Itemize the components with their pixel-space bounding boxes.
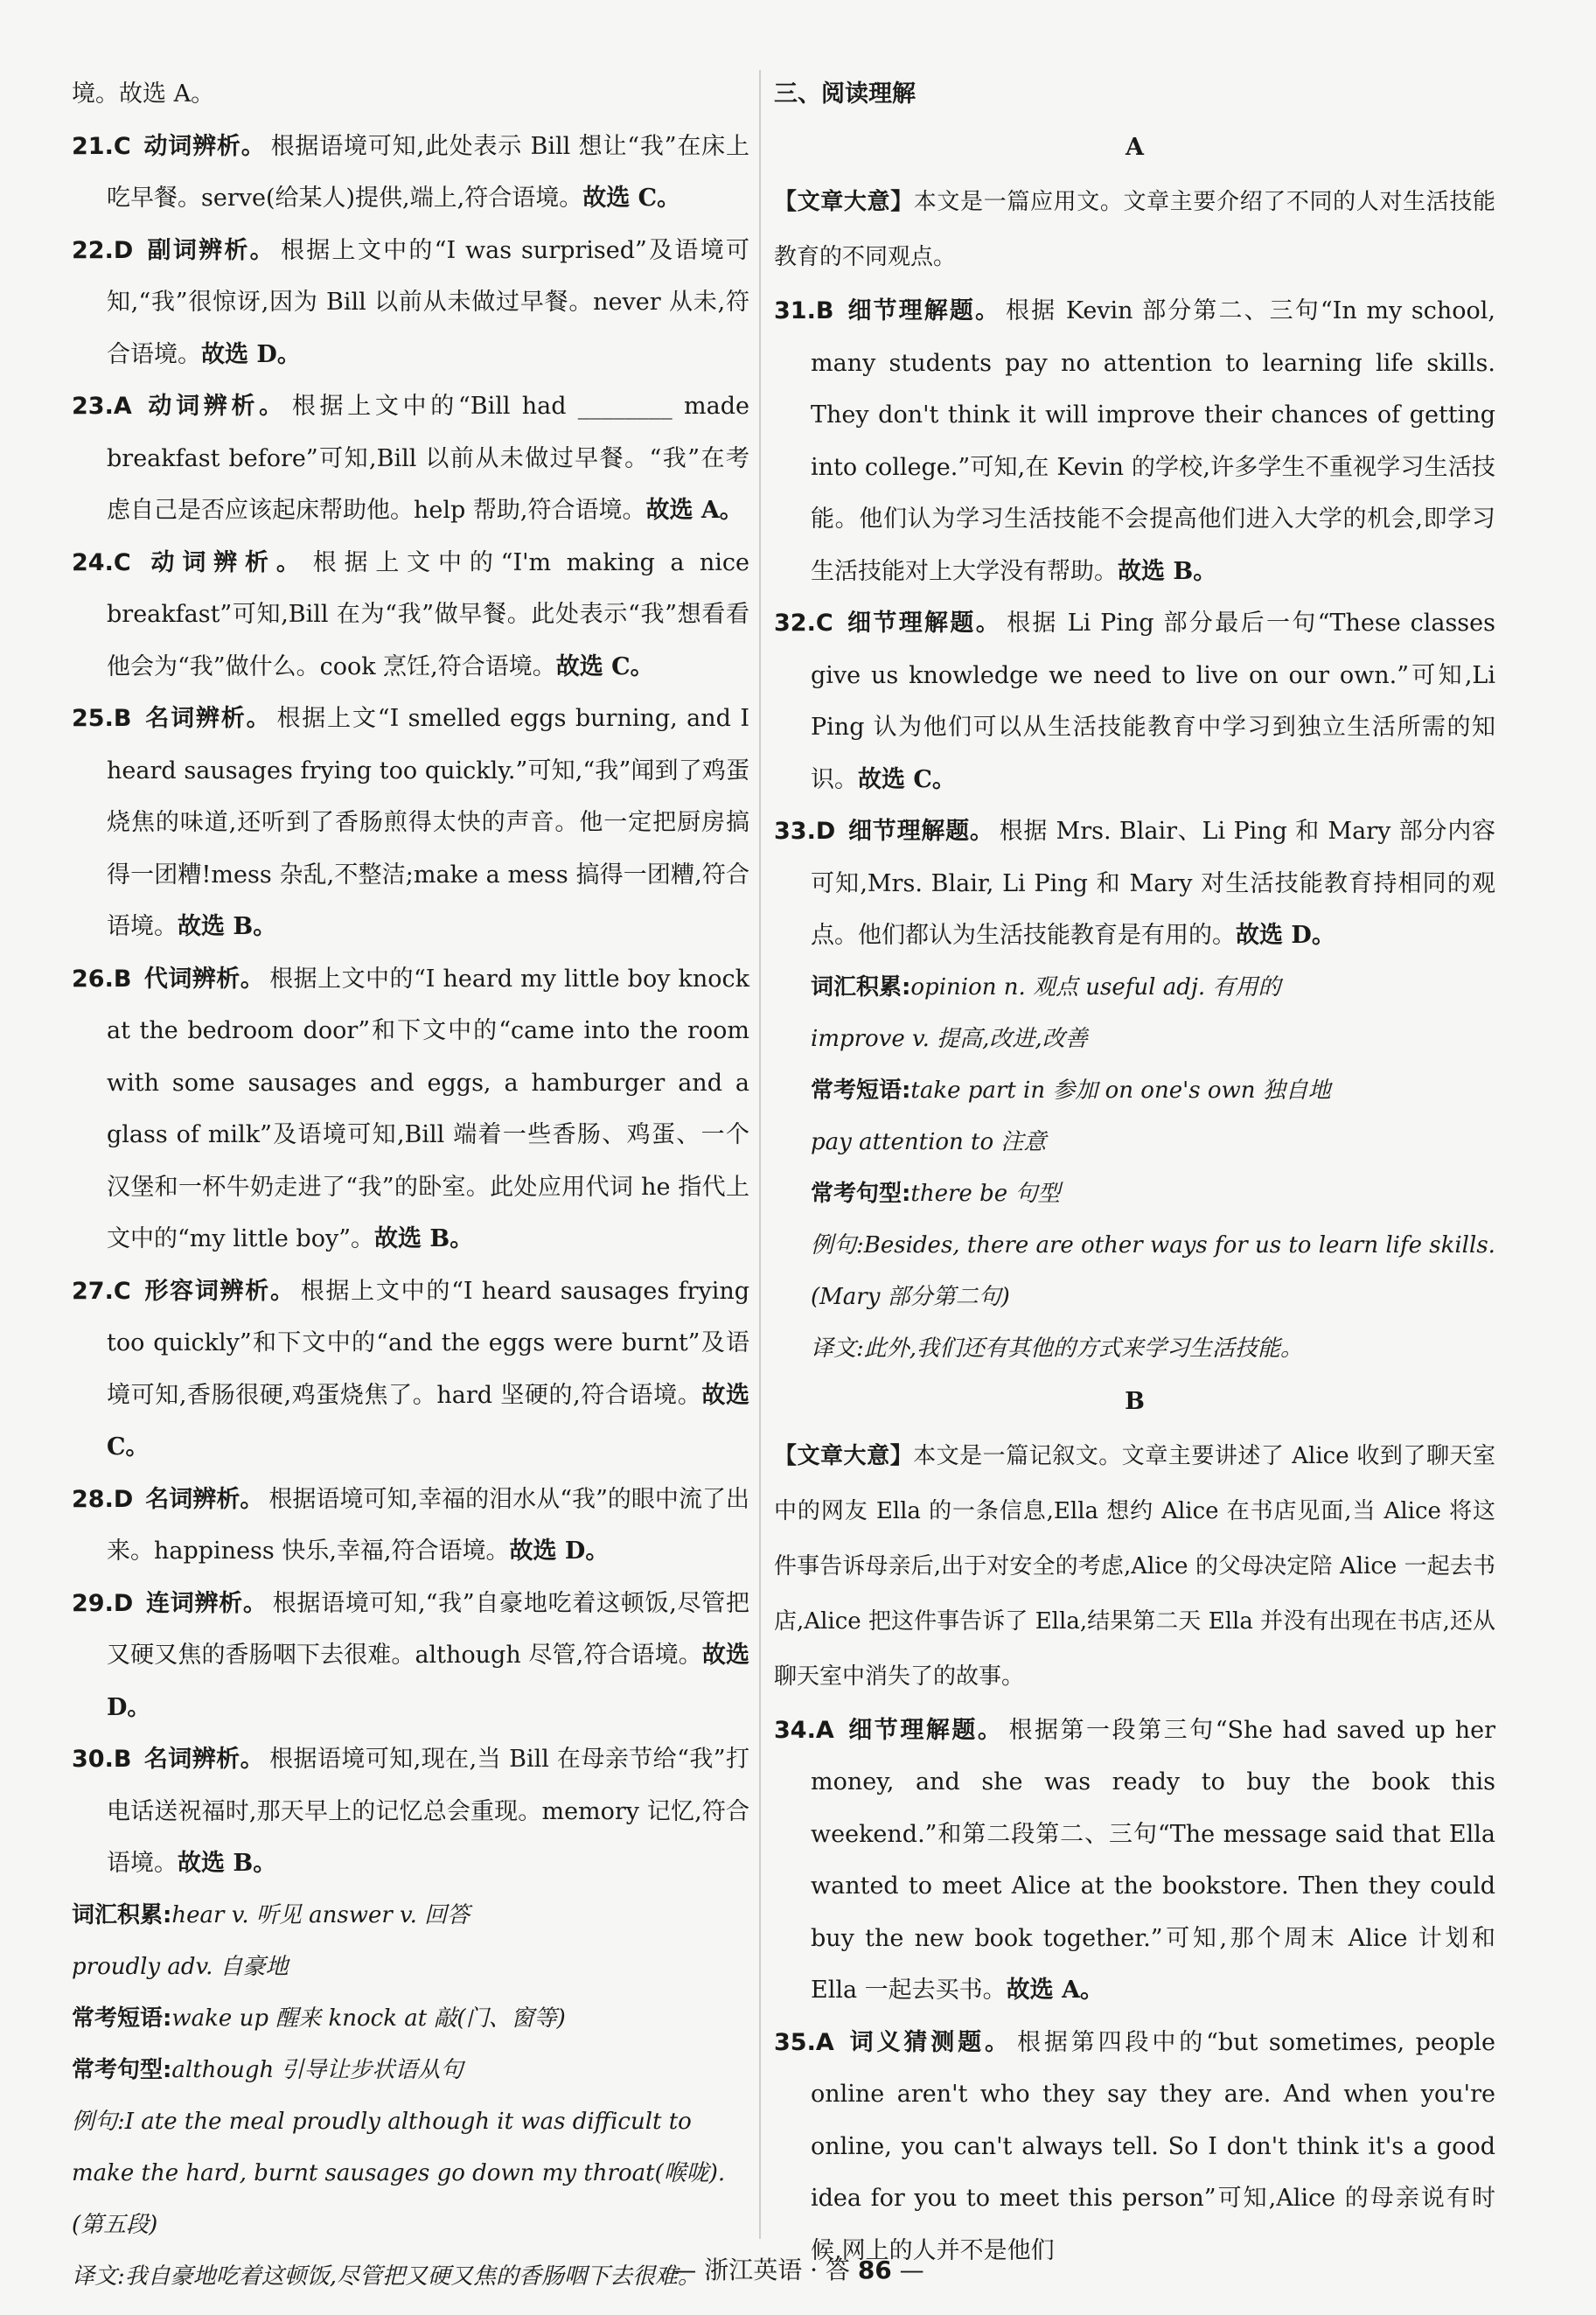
answer-choice: 故选 A。 (645, 497, 743, 524)
answer-item (774, 2017, 1495, 2277)
answer-type: 词义猜测题。 (846, 2028, 1012, 2056)
note-line (72, 2045, 749, 2096)
answer-number: 27.C (72, 1277, 131, 1305)
note-text: take part in 参加 on one's own 独自地 (910, 1077, 1331, 1104)
note-line (811, 1065, 1495, 1117)
answer-item (774, 285, 1495, 597)
answer-choice: 故选 B。 (178, 913, 277, 940)
answer-explanation: 根据上文“I smelled eggs burning, and I heard sausages frying too quickly.”可知,“我”闻到了鸡蛋烧焦的味道,还听到了香肠煎得太快的声音。他一定把厨房搞得一团糟!mess 杂乱,不整洁;make a mess 搞得一团糟,符合语境。 (107, 705, 749, 940)
answer-number: 26.B (72, 965, 132, 993)
answer-item (72, 1578, 749, 1734)
answer-type: 细节理解题。 (847, 818, 994, 845)
answer-type: 动词辨析。 (143, 393, 287, 420)
note-line (72, 1890, 749, 1942)
note-line (72, 1942, 749, 1993)
answer-explanation: 根据语境可知,幸福的泪水从“我”的眼中流了出来。happiness 快乐,幸福,符合语境。 (107, 1485, 749, 1565)
answer-number: 33.D (774, 818, 836, 845)
note-text: hear v. 听见 answer v. 回答 (171, 1901, 470, 1928)
page-footer (0, 2251, 1596, 2286)
answer-item (72, 1733, 749, 1890)
answer-choice: 故选 D。 (1236, 922, 1335, 949)
answer-choice: 故选 C。 (582, 185, 681, 212)
right-answer-list-a (774, 285, 1495, 962)
summary-b-label: 【文章大意】 (774, 1442, 914, 1469)
note-line (811, 1220, 1495, 1323)
note-line (72, 2096, 749, 2251)
answer-choice: 故选 B。 (1118, 557, 1217, 585)
answer-type: 动词辨析。 (143, 132, 266, 160)
note-line (811, 962, 1495, 1014)
left-answer-list (72, 121, 749, 1890)
answer-number: 28.D (72, 1485, 134, 1513)
note-label: 常考短语: (72, 2005, 172, 2032)
answer-item (72, 121, 749, 225)
note-label: 词汇积累: (811, 973, 911, 1001)
answer-type: 细节理解题。 (845, 610, 1002, 637)
answer-number: 34.A (774, 1716, 834, 1744)
note-label: 常考短语: (811, 1077, 911, 1104)
answer-item (72, 693, 749, 953)
answer-type: 形容词辨析。 (143, 1277, 296, 1305)
answer-choice: 故选 C。 (858, 765, 956, 793)
note-text: 译文:我自豪地吃着这顿饭,尽管把又硬又焦的香肠咽下去很难。 (72, 2263, 701, 2290)
answer-item (72, 380, 749, 537)
answer-number: 24.C (72, 548, 131, 576)
answer-item (774, 805, 1495, 962)
answer-choice: 故选 D。 (201, 340, 301, 368)
answer-explanation: 根据第一段第三句“She had saved up her money, and she was ready to buy the book this weekend.”和第二段第二、三句“The message said that Ella wanted to meet Alice at the bookstore. Then they could buy the new book together.”可知,那个周末 Alice 计划和 Ella 一起去买书。 (811, 1716, 1496, 2004)
answer-explanation: 根据 Kevin 部分第二、三句“In my school, many students pay no attention to learning life skills. They don't think it will improve their chances of getting into college.”可知,在 Kevin 的学校,许多学生不重视学习生活技能。他们认为学习生活技能不会提高他们进入大学的机会,即学习生活技能对上大学没有帮助。 (811, 297, 1495, 585)
page-number: 86 (857, 2256, 892, 2284)
answer-choice: 故选 C。 (555, 652, 654, 680)
answer-explanation: 根据语境可知,现在,当 Bill 在母亲节给“我”打电话送祝福时,那天早上的记忆总会重现。memory 记忆,符合语境。 (107, 1746, 750, 1877)
right-answer-list-b (774, 1705, 1495, 2277)
part-b-label: B (1125, 1387, 1145, 1415)
answer-type: 名词辨析。 (143, 705, 272, 732)
answer-item (774, 597, 1495, 805)
note-line (811, 1014, 1495, 1065)
answer-choice: 故选 B。 (374, 1225, 474, 1252)
note-line (811, 1168, 1495, 1220)
answer-choice: 故选 A。 (1006, 1977, 1105, 2004)
answer-type: 动词辨析。 (143, 548, 308, 576)
answer-item (774, 1705, 1495, 2017)
summary-b (774, 1429, 1495, 1705)
answer-explanation: 根据上文中的“I'm making a nice breakfast”可知,Bill 在为“我”做早餐。此处表示“我”想看看他会为“我”做什么。cook 烹饪,符合语境。 (107, 548, 749, 680)
answer-item (72, 953, 749, 1266)
answer-explanation: 根据语境可知,此处表示 Bill 想让“我”在床上吃早餐。serve(给某人)提供,端上,符合语境。 (107, 132, 749, 212)
answer-number: 35.A (774, 2028, 834, 2056)
answer-number: 30.B (72, 1746, 132, 1773)
right-notes-a (774, 962, 1495, 1375)
note-text: 例句:Besides, there are other ways for us to learn life skills.(Mary 部分第二句) (811, 1231, 1495, 1310)
summary-a-label: 【文章大意】 (774, 189, 914, 215)
answer-explanation: 根据上文中的“I was surprised”及语境可知,“我”很惊讶,因为 Bill 以前从未做过早餐。never 从未,符合语境。 (107, 236, 749, 368)
right-column (774, 68, 1495, 2277)
summary-a (774, 175, 1495, 285)
column-divider (759, 70, 761, 2239)
answer-item (72, 1474, 749, 1578)
footer-suffix: — (891, 2256, 924, 2284)
answer-type: 名词辨析。 (145, 1485, 264, 1513)
answer-explanation: 根据第四段中的“but sometimes, people online aren't who they say they are. And when you're online, you can't always tell. So I don't think it's a good idea for you to meet this person”可知,Alice 的母亲说有时候,网上的人并不是他们 (811, 2028, 1496, 2264)
answer-number: 29.D (72, 1589, 134, 1617)
note-text: pay attention to 注意 (811, 1128, 1047, 1155)
note-text: improve v. 提高,改进,改善 (811, 1025, 1088, 1052)
answer-number: 21.C (72, 132, 131, 160)
note-line (72, 1993, 749, 2045)
answer-explanation: 根据 Mrs. Blair、Li Ping 和 Mary 部分内容可知,Mrs. Blair, Li Ping 和 Mary 对生活技能教育持相同的观点。他们都认为生活技能教育是有用的。 (811, 818, 1496, 949)
section-title: 三、阅读理解 (774, 80, 916, 108)
note-label: 词汇积累: (72, 1901, 172, 1928)
footer-prefix: — 浙江英语 · 答 (672, 2256, 858, 2284)
answer-choice: 故选 D。 (509, 1538, 610, 1565)
answer-explanation: 根据 Li Ping 部分最后一句“These classes give us knowledge we need to live on our own.”可知,Li Ping 认为他们可以从生活技能教育中学习到独立生活所需的知识。 (811, 610, 1495, 793)
note-label: 常考句型: (72, 2056, 172, 2083)
summary-a-text: 本文是一篇应用文。文章主要介绍了不同的人对生活技能教育的不同观点。 (774, 189, 1495, 270)
answer-explanation: 根据上文中的“I heard my little boy knock at the bedroom door”和下文中的“came into the room with some sausages and eggs, a hamburger and a glass of milk”及语境可知,Bill 端着一些香肠、鸡蛋、一个汉堡和一杯牛奶走进了“我”的卧室。此处应用代词 he 指代上文中的“my little boy”。 (107, 965, 749, 1252)
answer-choice: 故选 B。 (178, 1850, 277, 1877)
answer-explanation: 根据上文中的“I heard sausages frying too quickly”和下文中的“and the eggs were burnt”及语境可知,香肠很硬,鸡蛋烧焦了。hard 坚硬的,符合语境。 (107, 1277, 750, 1409)
answer-type: 代词辨析。 (143, 965, 265, 993)
answer-type: 副词辨析。 (145, 236, 275, 264)
answer-number: 22.D (72, 236, 134, 264)
answer-number: 31.B (774, 297, 834, 324)
summary-b-text: 本文是一篇记叙文。文章主要讲述了 Alice 收到了聊天室中的网友 Ella 的一条信息,Ella 想约 Alice 在书店见面,当 Alice 将这件事告诉母亲后,出于对安全的考虑,Alice 的父母决定陪 Alice 一起去书店,Alice 把这件事告诉了 Ella,结果第二天 Ella 并没有出现在书店,还从聊天室中消失了的故事。 (774, 1442, 1495, 1690)
answer-item (72, 1266, 749, 1474)
answer-choice: 故选 D。 (107, 1642, 750, 1721)
note-text: wake up 醒来 knock at 敲(门、窗等) (171, 2005, 566, 2032)
intro-line: 境。故选 A。 (72, 80, 215, 108)
answer-type: 名词辨析。 (143, 1746, 265, 1773)
answer-type: 连词辨析。 (145, 1589, 268, 1617)
left-notes (72, 1890, 749, 2303)
answer-explanation: 根据上文中的“Bill had ________ made breakfast before”可知,Bill 以前从未做过早餐。“我”在考虑自己是否应该起床帮助他。help 帮助,符合语境。 (107, 393, 749, 524)
note-text: 译文:此外,我们还有其他的方式来学习生活技能。 (811, 1335, 1304, 1362)
answer-choice: 故选 C。 (107, 1381, 750, 1461)
part-a-label: A (1126, 134, 1144, 161)
note-text: proudly adv. 自豪地 (72, 1953, 289, 1980)
note-text: there be 句型 (910, 1180, 1061, 1207)
note-text: although 引导让步状语从句 (171, 2056, 463, 2083)
note-label: 常考句型: (811, 1180, 911, 1207)
answer-item (72, 225, 749, 381)
answer-item (72, 537, 749, 694)
answer-number: 23.A (72, 393, 132, 420)
answer-explanation: 根据语境可知,“我”自豪地吃着这顿饭,尽管把又硬又焦的香肠咽下去很难。although 尽管,符合语境。 (107, 1589, 750, 1669)
answer-type: 细节理解题。 (846, 1716, 1004, 1744)
note-line (811, 1117, 1495, 1168)
answer-number: 32.C (774, 610, 833, 637)
note-line (811, 1323, 1495, 1375)
note-text: opinion n. 观点 useful adj. 有用的 (910, 973, 1281, 1001)
left-column (72, 68, 749, 2303)
note-text: 例句:I ate the meal proudly although it was difficult to make the hard, burnt sausages go down my throat(喉咙).(第五段) (72, 2108, 726, 2238)
answer-type: 细节理解题。 (846, 297, 1001, 324)
answer-number: 25.B (72, 705, 132, 732)
